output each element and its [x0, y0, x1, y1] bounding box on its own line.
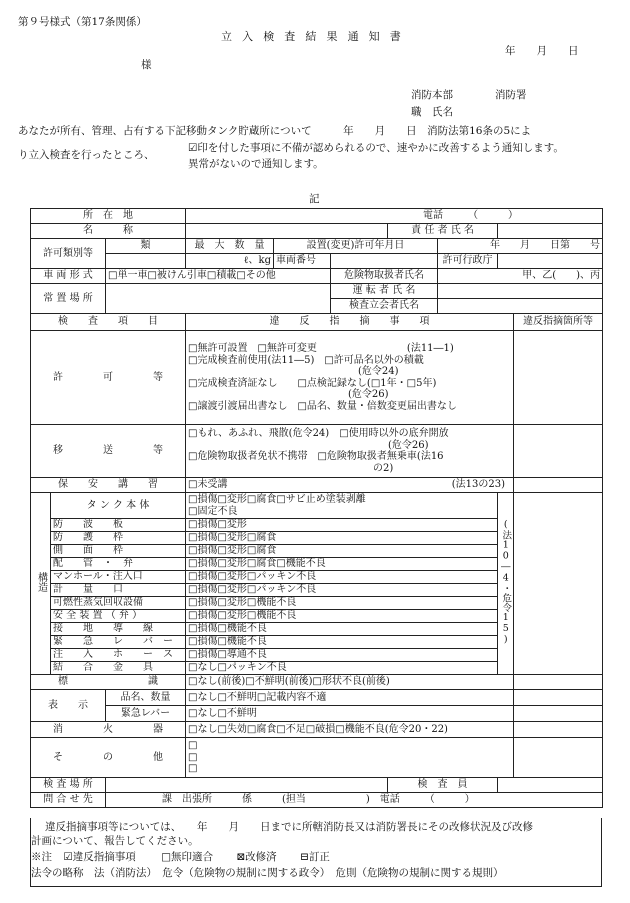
note-corrected: ⊟訂正: [300, 851, 330, 863]
date-no-value: 年 月 日第 号: [438, 239, 603, 254]
security-label: 保 安 講 習: [31, 478, 186, 493]
footer-box: [30, 818, 602, 887]
responsible-value: [498, 224, 603, 239]
struct-row-value: □損傷□変形□腐食: [186, 545, 498, 558]
structure-law: (法10―4・危令15): [498, 493, 514, 675]
display-2-label: 緊急レバー: [106, 706, 186, 722]
security-violation-place: [514, 478, 603, 493]
date-line: 年 月 日: [505, 45, 579, 57]
tank-label: タ ン ク 本 体: [51, 493, 186, 519]
footer-line-1: 違反指摘事項等については、 年 月 日までに所轄消防長又は消防署長にその改修状況及び改修: [45, 821, 534, 833]
vehicle-form-label: 車 両 形 式: [31, 269, 106, 284]
struct-row-label: 緊 急 レ バ ー: [51, 636, 186, 649]
struct-row-value: □損傷□変形□パッキン不良: [186, 571, 498, 584]
note-violation: ☑違反指摘事項: [63, 851, 136, 863]
ki-heading: 記: [309, 193, 320, 205]
struct-row-value: □損傷□変形: [186, 519, 498, 532]
inspection-place-value: [106, 778, 388, 793]
permit-violation-place: [514, 331, 603, 425]
transfer-section-label: 移 送 等: [31, 425, 186, 478]
permit-row-2-law: (危令24): [358, 366, 399, 377]
max-qty-label: 最 大 数 量: [186, 239, 274, 254]
display-1-violation-place: [514, 690, 603, 706]
witness-label: 検査立会者氏名: [331, 299, 438, 314]
struct-row-value: □損傷□機能不良: [186, 623, 498, 636]
type-label: 類: [106, 239, 186, 254]
footer-line-2: 計画について、報告してください。: [31, 835, 199, 847]
struct-row-label: 防 波 板: [51, 519, 186, 532]
permit-violations: [186, 331, 514, 425]
display-label: 表 示: [31, 690, 106, 722]
inspector-label: 検 査 員: [388, 778, 498, 793]
struct-row-label: 配 管 ・ 弁: [51, 558, 186, 571]
intro-notice-text: 印を付した事項に不備が認められるので、速やかに改善するよう通知します。: [197, 142, 564, 154]
unit-value: ℓ、kg: [186, 254, 274, 269]
struct-row-value: □損傷□変形□パッキン不良: [186, 584, 498, 597]
struct-row-label: 注 入 ホ ー ス: [51, 649, 186, 662]
form-number: 第９号様式（第17条関係）: [18, 16, 147, 28]
name-label: 名 称: [31, 224, 186, 239]
driver-value: [438, 284, 603, 299]
struct-row-value: □損傷□変形□腐食: [186, 532, 498, 545]
contact-value: 課 出張所 係 (担当 ) 電話 （ ）: [106, 793, 603, 808]
addressee-suffix: 様: [141, 59, 152, 71]
permit-row-4: □譲渡引渡届出書なし □品名、数量・倍数変更届出書なし: [188, 400, 457, 412]
extinguisher-label: 消 火 器: [31, 722, 186, 738]
other-violation-place: [514, 738, 603, 778]
struct-row-value: □損傷□機能不良: [186, 636, 498, 649]
structure-section-label: 構造: [31, 493, 51, 675]
struct-row-label: マンホール・注入口: [51, 571, 186, 584]
parking-value: [106, 284, 331, 314]
struct-row-label: 安 全 装 置 （ 弁 ）: [51, 610, 186, 623]
official-name: 職 氏名: [411, 106, 453, 118]
transfer-violations: [186, 425, 514, 478]
transfer-row-2: □危険物取扱者免状不携帯 □危険物取扱者無乗車(法16: [188, 451, 444, 462]
responsible-label: 責 任 者 氏 名: [388, 224, 498, 239]
note-conforming: □無印適合: [161, 851, 214, 863]
struct-row-value: □損傷□変形□腐食□機能不良: [186, 558, 498, 571]
vehicle-no-value: [331, 254, 438, 269]
struct-row-label: 接 地 導 線: [51, 623, 186, 636]
contact-label: 問 合 せ 先: [31, 793, 106, 808]
permit-row-3: □完成検査済証なし □点検記録なし(□1年・□5年): [188, 377, 437, 389]
witness-value: [438, 299, 603, 314]
transfer-row-2-law: の2): [373, 462, 394, 474]
struct-row-label: 側 面 枠: [51, 545, 186, 558]
display-1-label: 品名、数量: [106, 690, 186, 706]
location-label: 所 在 地: [31, 209, 186, 224]
install-date-label: 設置(変更)許可年月日: [274, 239, 438, 254]
name-value: [186, 224, 388, 239]
struct-row-label: 可燃性蒸気回収設備: [51, 597, 186, 610]
inspection-table: [30, 208, 603, 808]
inspector-value: [498, 778, 603, 793]
permit-type-label: 許可類別等: [31, 239, 106, 269]
intro-line-1: あなたが所有、管理、占有する下記移動タンク貯蔵所について 年 月 日 消防法第16条の5によ: [18, 125, 532, 137]
permit-row-2: □完成検査前使用(法11―5) □許可品名以外の積載: [188, 354, 424, 366]
tank-value: □損傷□変形□腐食□サビ止め塗装剥離 □固定不良: [186, 493, 498, 519]
struct-row-value: □損傷□導通不良: [186, 649, 498, 662]
display-1-value: □なし□不鮮明□記載内容不適: [186, 690, 514, 706]
violation-header: 違 反 指 摘 事 項: [186, 314, 514, 331]
struct-row-label: 結 合 金 具: [51, 662, 186, 675]
handler-name-label: 危険物取扱者氏名: [331, 269, 438, 284]
vehicle-no-label: 車両番号: [274, 254, 331, 269]
permit-section-label: 許 可 等: [31, 331, 186, 425]
intro-line-3: 異常がないので通知します。: [188, 158, 324, 170]
other-values: □ □ □: [186, 738, 514, 778]
driver-label: 運 転 者 氏 名: [331, 284, 438, 299]
permit-agency-value: [498, 254, 603, 269]
display-2-violation-place: [514, 706, 603, 722]
note-label: ※注: [31, 851, 52, 863]
display-2-value: □なし□不鮮明: [186, 706, 514, 722]
location-value: [186, 209, 603, 224]
checked-box-icon: ☑: [188, 142, 198, 154]
inspection-place-label: 検 査 場 所: [31, 778, 106, 793]
permit-row-3-law: (危令26): [348, 389, 389, 400]
inspection-item-header: 検 査 項 目: [31, 314, 186, 331]
phone-label: 電話 （ ）: [423, 210, 519, 222]
transfer-row-1-law: (危令26): [388, 439, 429, 451]
struct-row-value: □損傷□変形□機能不良: [186, 597, 498, 610]
security-value: □未受講 (法13の23): [186, 478, 514, 493]
handler-class-value: 甲、乙( )、丙: [438, 269, 603, 284]
other-label: そ の 他: [31, 738, 186, 778]
permit-agency-label: 許可行政庁: [438, 254, 498, 269]
document-title: 立 入 検 査 結 果 通 知 書: [221, 30, 405, 43]
sign-label: 標 識: [31, 675, 186, 690]
sign-value: □なし(前後)□不鮮明(前後)□形状不良(前後): [186, 675, 514, 690]
extinguisher-violation-place: [514, 722, 603, 738]
fire-department: 消防本部 消防署: [411, 89, 527, 101]
transfer-violation-place: [514, 425, 603, 478]
struct-row-label: 防 護 枠: [51, 532, 186, 545]
law-abbreviation: 法令の略称 法（消防法） 危令（危険物の規制に関する政令） 危則（危険物の規制に関する規則）: [31, 867, 504, 879]
struct-row-value: □損傷□変形□機能不良: [186, 610, 498, 623]
struct-row-label: 計 量 口: [51, 584, 186, 597]
vehicle-form-options: □単一車□被けん引車□積載□その他: [106, 269, 331, 284]
permit-row-1: □無許可設置 □無許可変更 (法11―1): [188, 343, 454, 354]
struct-row-value: □なし□パッキン不良: [186, 662, 498, 675]
sign-violation-place: [514, 675, 603, 690]
violation-place-header: 違反指摘箇所等: [514, 314, 603, 331]
extinguisher-value: □なし□失効□腐食□不足□破損□機能不良(危令20・22): [186, 722, 514, 738]
transfer-row-1: □もれ、あふれ、飛散(危令24) □使用時以外の底弁開放: [188, 428, 449, 439]
intro-line-2: り立入検査を行ったところ、: [18, 149, 155, 161]
structure-violation-place: [514, 493, 603, 675]
note-line: [31, 851, 330, 864]
type-value: [106, 254, 186, 269]
parking-label: 常 置 場 所: [31, 284, 106, 314]
intro-line-2b: [188, 142, 564, 155]
note-repaired: ⊠改修済: [236, 851, 277, 863]
